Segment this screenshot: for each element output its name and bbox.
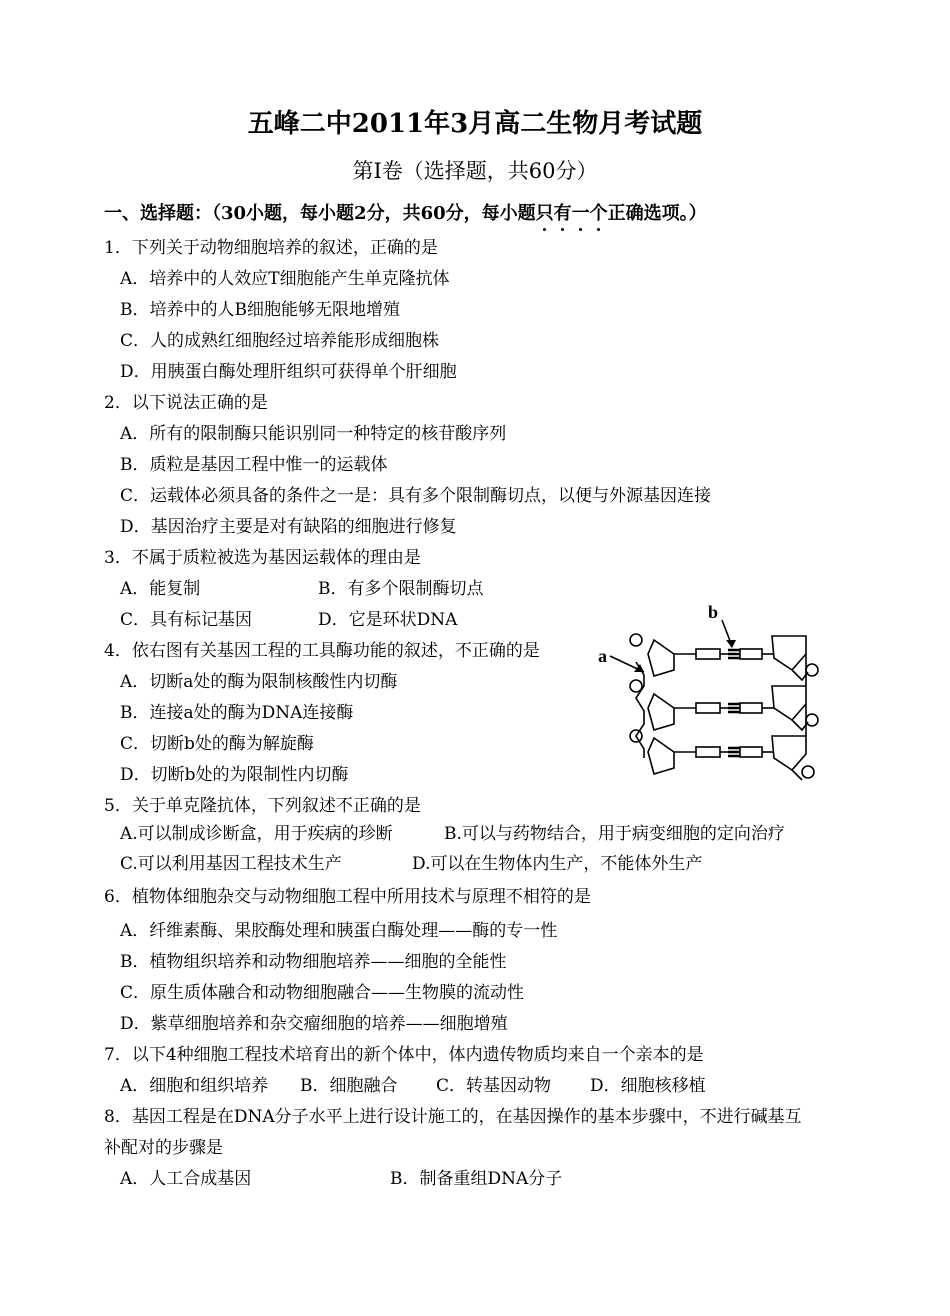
question-5-option-b: B.可以与药物结合，用于病变细胞的定向治疗: [444, 824, 785, 844]
dna-structure-figure: [596, 600, 826, 785]
question-1-option-a: A．培养中的人效应T细胞能产生单克隆抗体: [120, 269, 450, 289]
sugar-right-1: [772, 636, 806, 670]
base-left-3: [696, 747, 720, 757]
question-7-option-c: C．转基因动物: [436, 1076, 552, 1096]
question-8-option-a: A．人工合成基因: [120, 1169, 252, 1189]
question-3-option-c: C．具有标记基因: [120, 610, 253, 630]
emph-char: 有: [553, 203, 572, 224]
label-a: a: [598, 646, 607, 666]
sugar-left-3: [648, 738, 674, 774]
question-2-option-a: A．所有的限制酶只能识别同一种特定的核苷酸序列: [120, 424, 507, 444]
phosphate-top-left: [630, 634, 642, 646]
page-title: 五峰二中2011年3月高二生物月考试题: [247, 109, 703, 139]
phosphate-right-1: [806, 664, 818, 676]
question-6-option-c: C．原生质体融合和动物细胞融合——生物膜的流动性: [120, 983, 525, 1003]
question-2-option-c: C．运载体必须具备的条件之一是：具有多个限制酶切点，以便与外源基因连接: [120, 486, 712, 506]
question-8-stem-line2: 补配对的步骤是: [104, 1138, 223, 1158]
sugar-right-3: [772, 736, 806, 770]
sugar-right-2: [772, 686, 806, 720]
question-2-stem: 2．以下说法正确的是: [104, 393, 268, 413]
base-right-1: [740, 649, 762, 659]
question-5-option-c: C.可以利用基因工程技术生产: [120, 854, 342, 874]
question-3-option-b: B．有多个限制酶切点: [318, 579, 484, 599]
question-3-option-d: D．它是环状DNA: [318, 610, 458, 630]
emph-char: 个: [589, 203, 608, 224]
question-2-option-b: B．质粒是基因工程中惟一的运载体: [120, 455, 388, 475]
question-4-option-a: A．切断a处的酶为限制核酸性内切酶: [120, 672, 398, 692]
label-b: b: [708, 602, 719, 622]
question-3-option-a: A．能复制: [120, 579, 201, 599]
base-right-2: [740, 703, 762, 713]
question-1-option-d: D．用胰蛋白酶处理肝组织可获得单个肝细胞: [120, 362, 457, 382]
emph-char: 只: [535, 203, 554, 224]
question-5-option-d: D.可以在生物体内生产，不能体外生产: [412, 854, 703, 874]
question-7-option-d: D．细胞核移植: [590, 1076, 706, 1096]
phosphate-right-3: [802, 766, 814, 778]
base-left-1: [696, 649, 720, 659]
question-4-option-b: B．连接a处的酶为DNA连接酶: [120, 703, 354, 723]
question-8-stem-line1: 8．基因工程是在DNA分子水平上进行设计施工的，在基因操作的基本步骤中，不进行碱基互: [104, 1107, 802, 1127]
base-left-2: [696, 703, 720, 713]
question-6-option-d: D．紫草细胞培养和杂交瘤细胞的培养——细胞增殖: [120, 1014, 508, 1034]
question-6-option-b: B．植物组织培养和动物细胞培养——细胞的全能性: [120, 952, 507, 972]
sugar-left-2: [648, 694, 674, 730]
section-subtitle: 第Ⅰ卷（选择题，共60分）: [352, 159, 598, 183]
question-6-option-a: A．纤维素酶、果胶酶处理和胰蛋白酶处理——酶的专一性: [120, 921, 558, 941]
phosphate-right-2: [806, 714, 818, 726]
section-desc-post: 正确选项。）: [607, 203, 707, 224]
section-desc-pre: （30小题，每小题2分，共60分，每小题: [212, 203, 536, 224]
question-6-stem: 6．植物体细胞杂交与动物细胞工程中所用技术与原理不相符的是: [104, 887, 591, 907]
question-7-option-b: B．细胞融合: [300, 1076, 398, 1096]
question-4-option-d: D．切断b处的为限制性内切酶: [120, 765, 349, 785]
section-heading: [104, 202, 707, 226]
question-2-option-d: D．基因治疗主要是对有缺陷的细胞进行修复: [120, 517, 457, 537]
question-5-option-a: A.可以制成诊断盒，用于疾病的珍断: [120, 824, 393, 844]
question-8-option-b: B．制备重组DNA分子: [390, 1169, 563, 1189]
sugar-left-1: [648, 640, 674, 676]
phosphate-left-1: [630, 680, 642, 692]
question-3-stem: 3．不属于质粒被选为基因运载体的理由是: [104, 548, 421, 568]
question-7-option-a: A．细胞和组织培养: [120, 1076, 269, 1096]
question-4-option-c: C．切断b处的酶为解旋酶: [120, 734, 314, 754]
emph-char: 一: [571, 203, 590, 224]
question-1-option-c: C．人的成熟红细胞经过培养能形成细胞株: [120, 331, 440, 351]
question-4-stem: 4．依右图有关基因工程的工具酶功能的叙述，不正确的是: [104, 641, 540, 661]
base-right-3: [740, 747, 762, 757]
question-1-stem: 1．下列关于动物细胞培养的叙述，正确的是: [104, 238, 438, 258]
section-head: 一、选择题：: [104, 203, 212, 224]
question-7-stem: 7．以下4种细胞工程技术培育出的新个体中，体内遗传物质均来自一个亲本的是: [104, 1045, 704, 1065]
question-5-stem: 5．关于单克隆抗体，下列叙述不正确的是: [104, 796, 421, 816]
question-1-option-b: B．培养中的人B细胞能够无限地增殖: [120, 300, 400, 320]
